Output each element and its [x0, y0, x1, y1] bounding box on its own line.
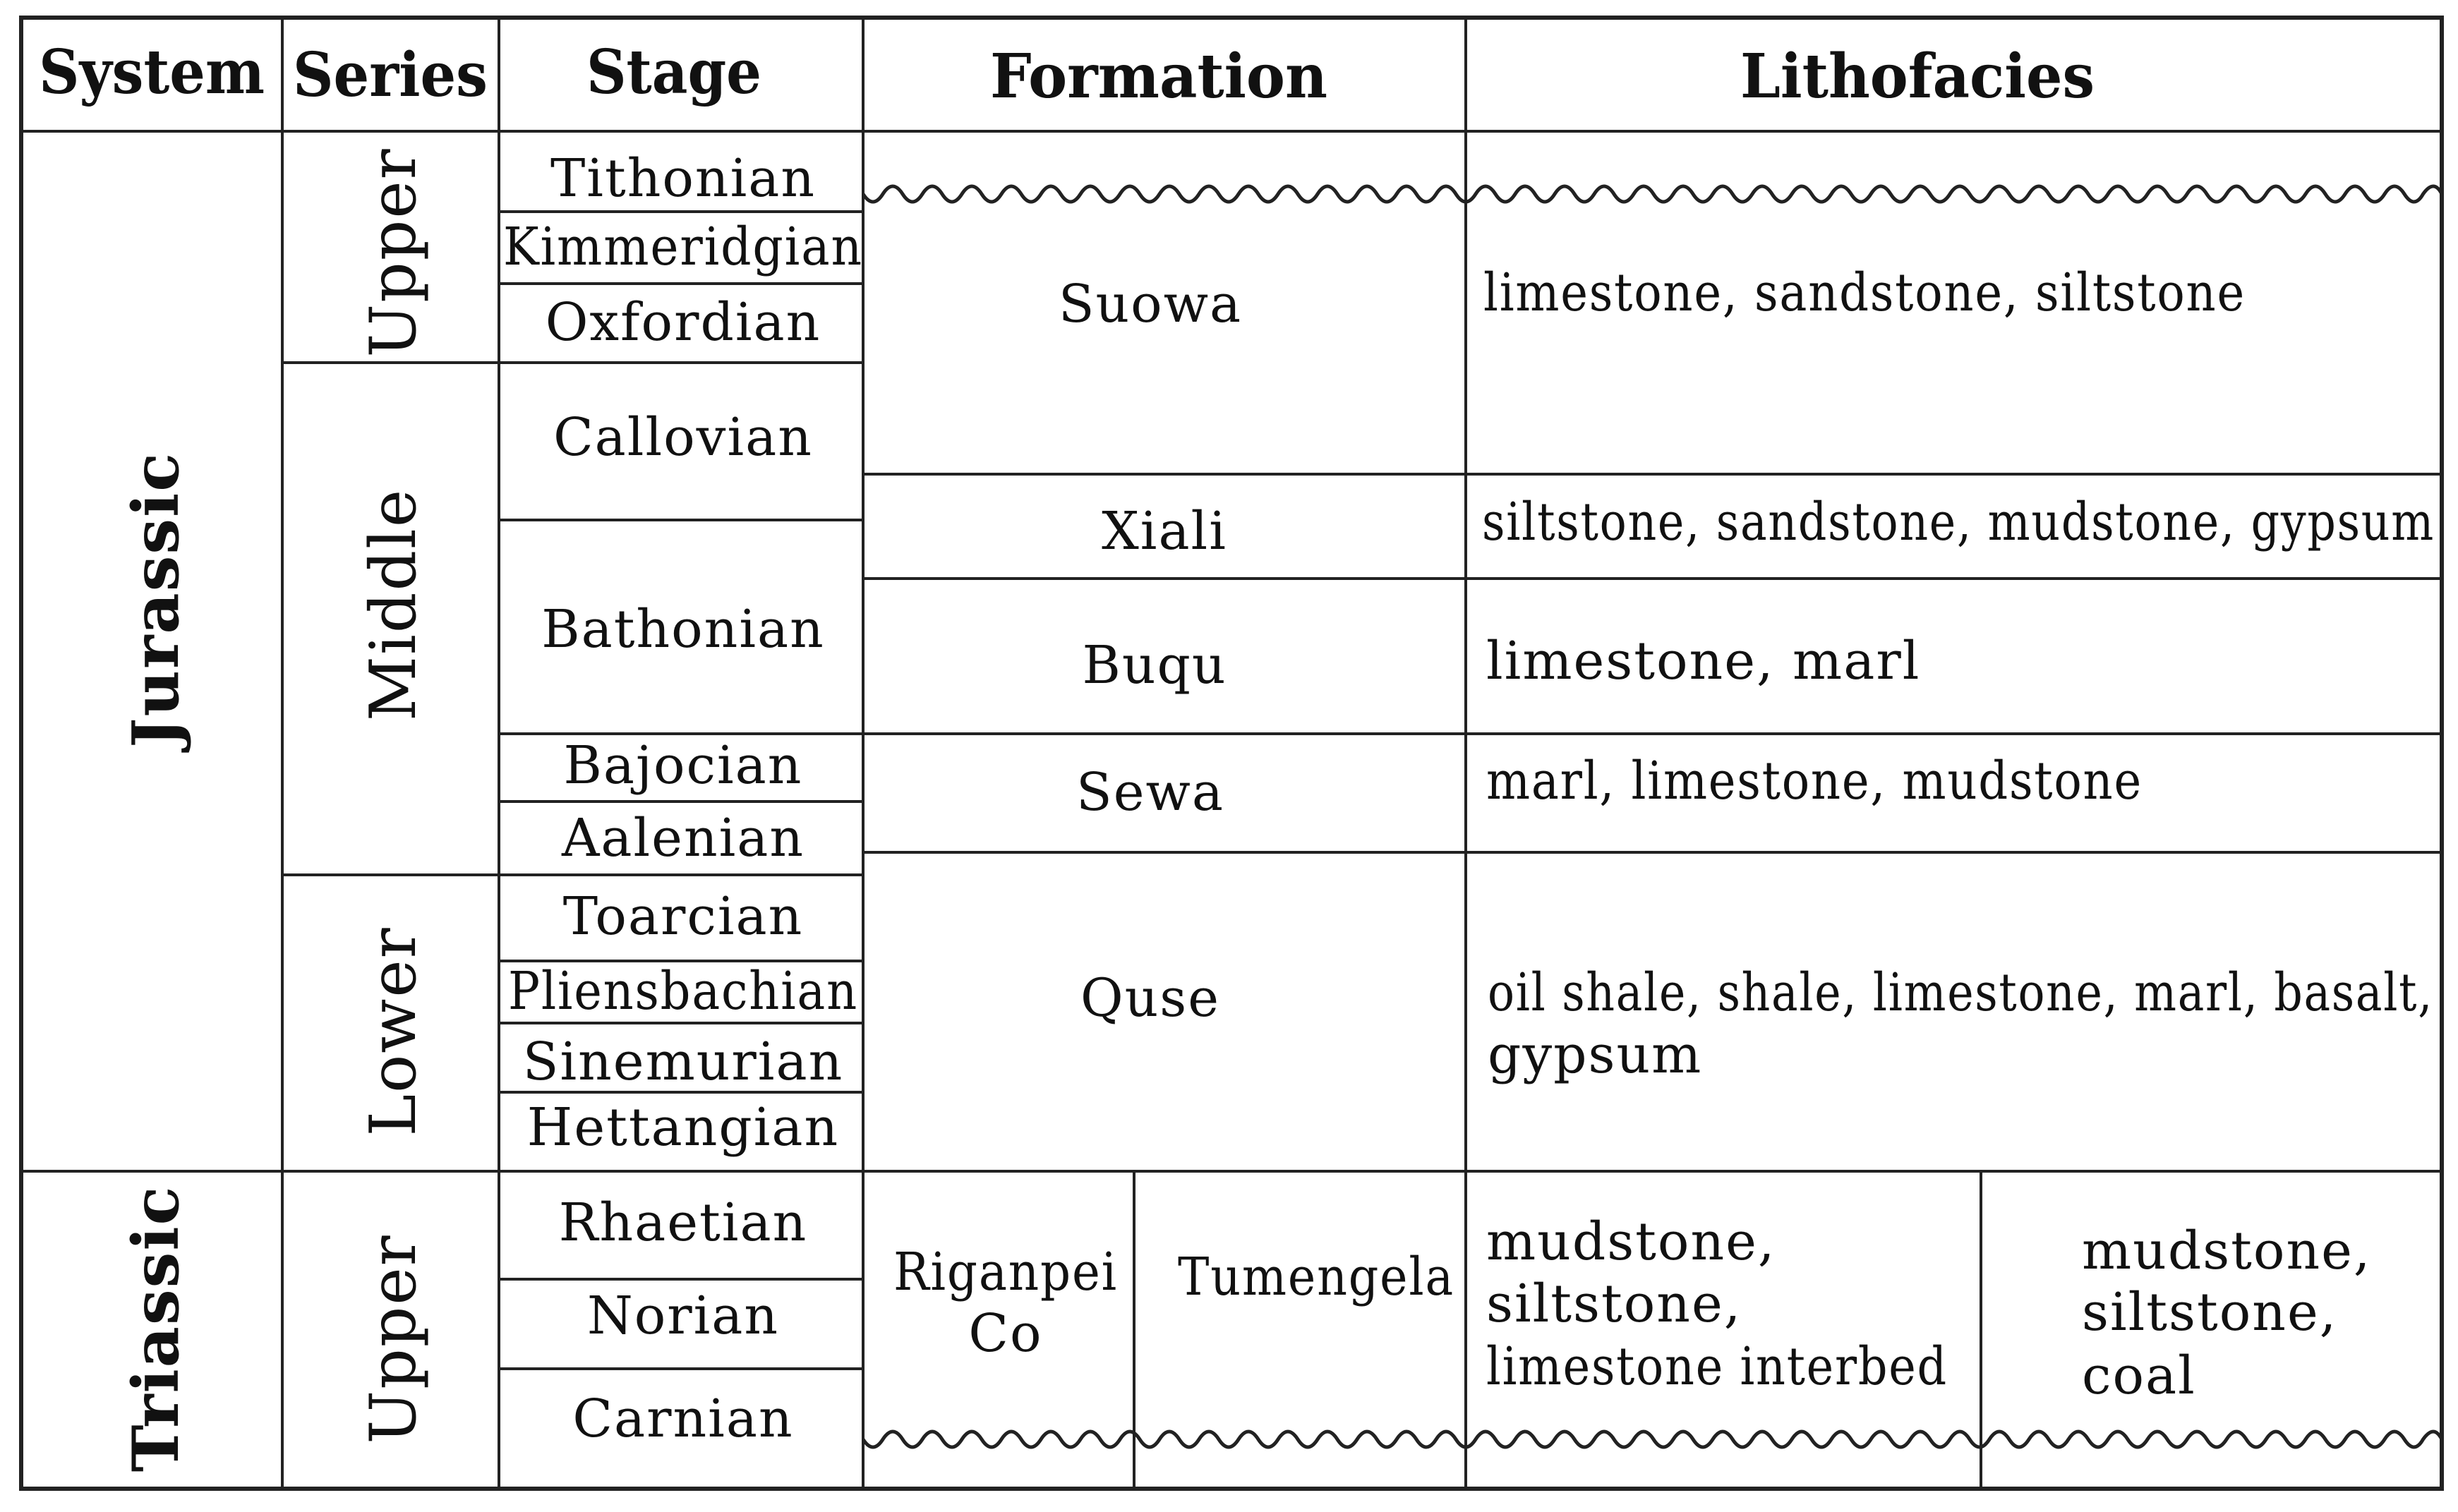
stage-hettangian: Hettangian — [526, 1097, 840, 1158]
stage-norian: Norian — [586, 1286, 780, 1346]
stage-kimmeridgian: Kimmeridgian — [503, 217, 863, 277]
header-stage: Stage — [586, 37, 761, 108]
stage-callovian: Callovian — [553, 407, 813, 468]
lithofacies-riganpei-line1: mudstone, — [1486, 1211, 1776, 1272]
formation-quse: Quse — [1080, 968, 1221, 1029]
formation-column — [893, 274, 1454, 1364]
lithofacies-tumengela-line3: coal — [2082, 1345, 2196, 1406]
lithofacies-xiali: siltstone, sandstone, mudstone, gypsum — [1482, 492, 2435, 552]
stage-toarcian: Toarcian — [562, 886, 804, 947]
stage-tithonian: Tithonian — [550, 148, 817, 209]
lithofacies-column — [1482, 262, 2435, 1406]
lithofacies-sewa: marl, limestone, mudstone — [1486, 751, 2143, 811]
formation-suowa: Suowa — [1058, 274, 1243, 334]
stage-sinemurian: Sinemurian — [522, 1032, 844, 1092]
formation-sewa: Sewa — [1076, 762, 1224, 823]
lithofacies-buqu: limestone, marl — [1486, 631, 1921, 691]
header-formation: Formation — [990, 41, 1327, 112]
series-jurassic-middle: Middle — [356, 488, 430, 722]
formation-tumengela: Tumengela — [1178, 1247, 1454, 1307]
header-series: Series — [293, 40, 488, 111]
stage-aalenian: Aalenian — [561, 808, 805, 869]
header-lithofacies: Lithofacies — [1740, 41, 2095, 112]
lithofacies-tumengela-line1: mudstone, — [2082, 1221, 2372, 1281]
lithofacies-tumengela-line2: siltstone, — [2082, 1282, 2338, 1343]
stage-column — [503, 148, 863, 1449]
formation-buqu: Buqu — [1082, 635, 1227, 696]
system-triassic: Triassic — [119, 1185, 193, 1472]
series-jurassic-upper: Upper — [356, 147, 430, 358]
lithofacies-quse-line2: gypsum — [1488, 1024, 1703, 1085]
stage-oxfordian: Oxfordian — [545, 292, 821, 353]
formation-riganpei-line1: Riganpei — [893, 1242, 1118, 1302]
series-triassic-upper: Upper — [356, 1234, 430, 1444]
stage-pliensbachian: Pliensbachian — [508, 961, 858, 1022]
header-system: System — [39, 37, 265, 108]
stage-bajocian: Bajocian — [563, 735, 803, 796]
stage-bathonian: Bathonian — [541, 599, 825, 660]
lithofacies-riganpei-line3: limestone interbed — [1486, 1336, 1948, 1397]
unconformity-wave-bottom — [863, 1432, 2442, 1447]
stage-carnian: Carnian — [572, 1389, 794, 1449]
lithofacies-quse-line1: oil shale, shale, limestone, marl, basalt, — [1488, 962, 2433, 1023]
system-jurassic: Jurassic — [119, 451, 193, 749]
lithofacies-riganpei-line2: siltstone, — [1486, 1274, 1742, 1334]
formation-xiali: Xiali — [1102, 501, 1227, 562]
formation-riganpei-line2: Co — [968, 1303, 1043, 1364]
lithofacies-suowa: limestone, sandstone, siltstone — [1483, 262, 2246, 323]
header-row — [39, 37, 2095, 112]
series-jurassic-lower: Lower — [356, 926, 430, 1137]
stage-rhaetian: Rhaetian — [558, 1192, 808, 1253]
unconformity-wave-top — [863, 186, 2442, 202]
